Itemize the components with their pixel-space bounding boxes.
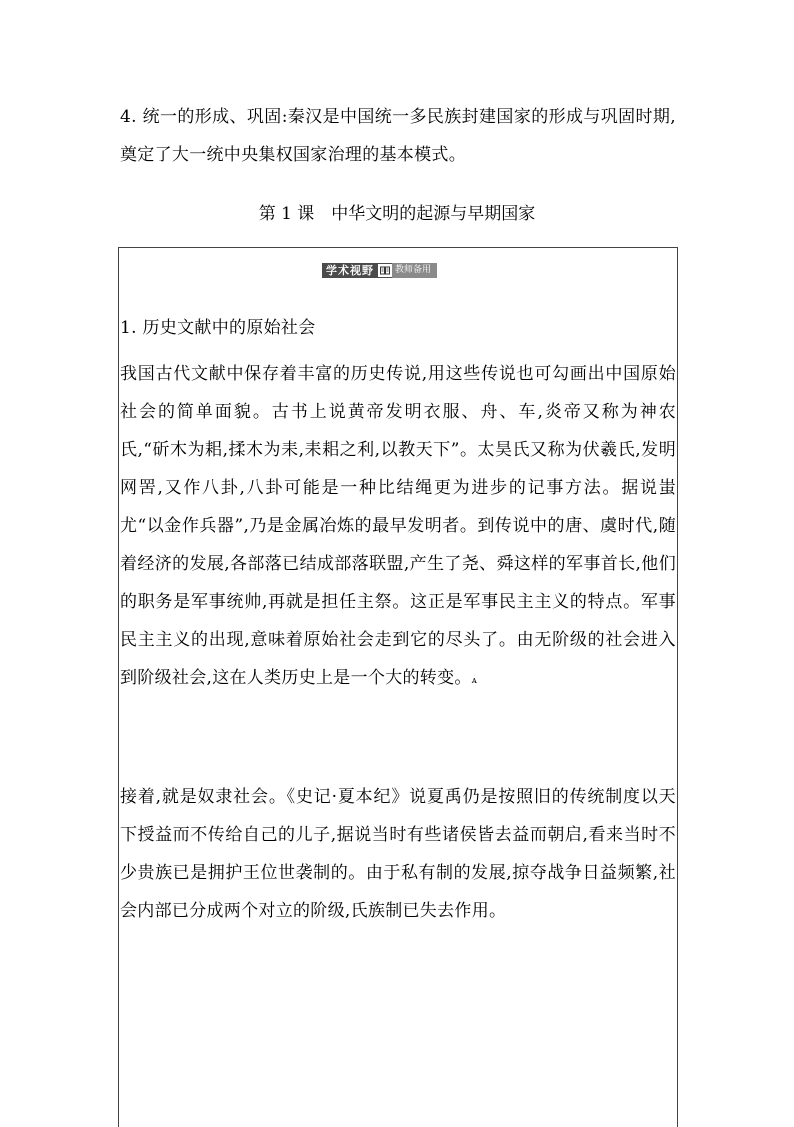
lesson-title: 第 1 课 中华文明的起源与早期国家: [258, 204, 536, 224]
banner-sub-label: 教师备用: [392, 263, 437, 278]
paragraph-text: 我国古代文献中保存着丰富的历史传说,用这些传说也可勾画出中国原始社会的简单面貌。古书上说黄帝发明衣服、舟、车,炎帝又称为神农氏,“斫木为耜,揉木为耒,耒耜之利,以教天下”。太昊氏又称为伏羲氏,发明网罟,又作八卦,八卦可能是一种比结绳更为进步的记事方法。据说蚩尤“以金作兵器”,乃是金属冶炼的最早发明者。到传说中的唐、虞时代,随着经济的发展,各部落已结成部落联盟,产生了尧、舜这样的军事首长,他们的职务是军事统帅,再就是担任主祭。这正是军事民主主义的特点。军事民主主义的出现,意味着原始社会走到它的尽头了。由无阶级的社会进入到阶级社会,这在人类历史上是一个大的转变。: [120, 364, 676, 688]
paragraph-primitive-society: [120, 355, 676, 700]
book-icon: [378, 263, 392, 278]
banner-main-label: 学术视野: [322, 263, 378, 278]
trailing-mark: ᴀ: [471, 676, 478, 686]
academic-view-banner: [322, 263, 437, 278]
section-title: 1. 历史文献中的原始社会: [120, 318, 316, 338]
intro-paragraph: 4. 统一的形成、巩固:秦汉是中国统一多民族封建国家的形成与巩固时期,奠定了大一统中央集权国家治理的基本模式。: [120, 107, 676, 165]
paragraph-slave-society: 接着,就是奴隶社会。《史记·夏本纪》说夏禹仍是按照旧的传统制度以天下授益而不传给自己的儿子,据说当时有些诸侯皆去益而朝启,看来当时不少贵族已是拥护王位世袭制的。由于私有制的发展,掠夺战争日益频繁,社会内部已分成两个对立的阶级,氏族制已失去作用。: [120, 787, 676, 921]
